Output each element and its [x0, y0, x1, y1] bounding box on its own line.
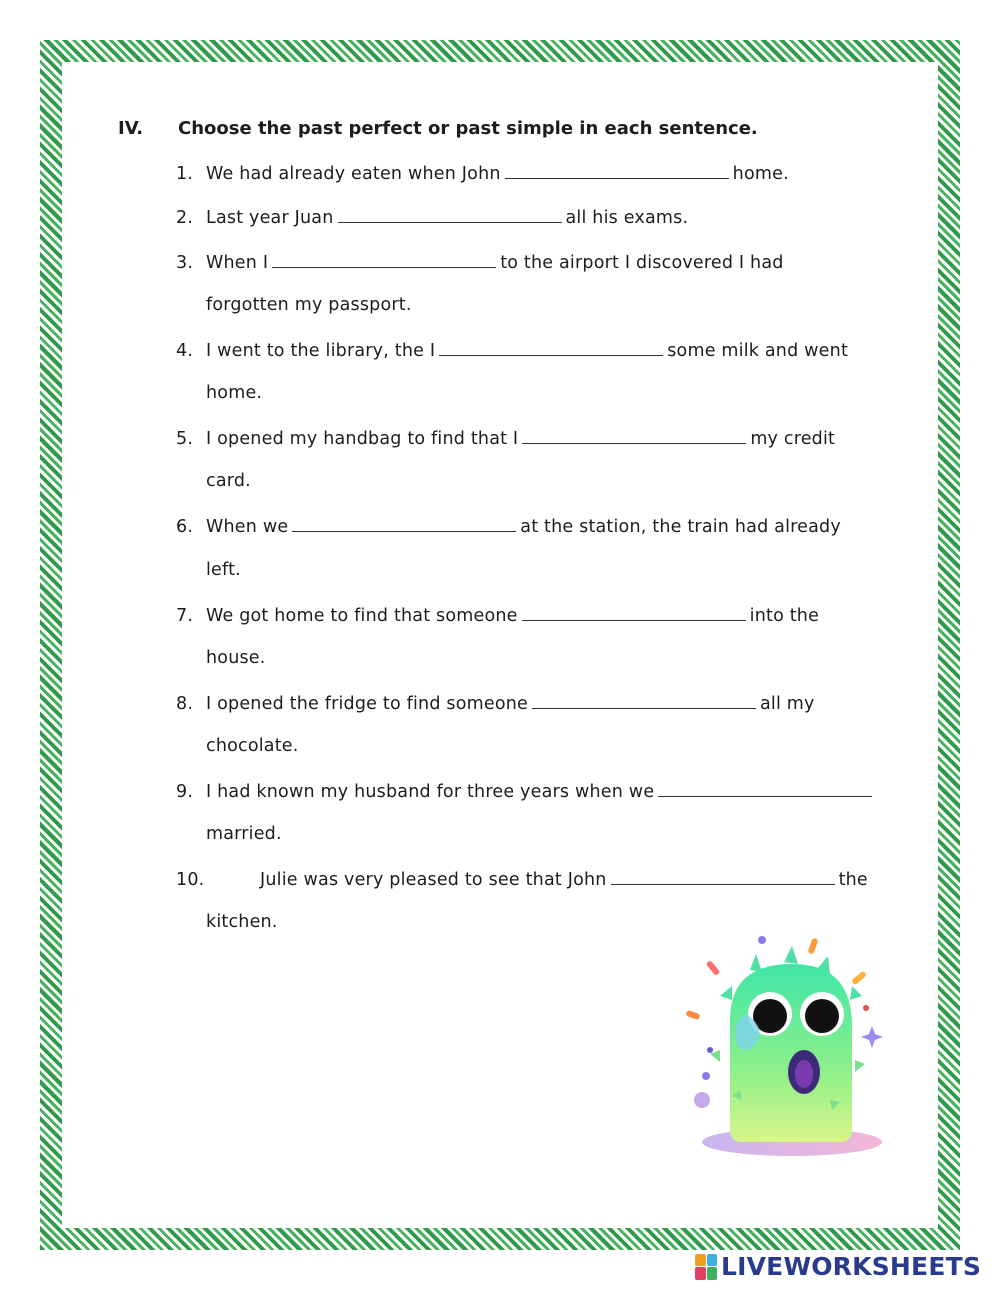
answer-blank-2[interactable]	[338, 206, 562, 223]
item-text-before: When we	[206, 517, 289, 537]
item-number: 7.	[176, 606, 194, 626]
item-text-after: my credit	[750, 429, 836, 449]
item-text-after: some milk and went	[667, 341, 849, 361]
item-6-continuation: left.	[206, 560, 241, 580]
item-number: 2.	[176, 208, 194, 228]
item-3-continuation: forgotten my passport.	[206, 295, 412, 315]
exercise-item-2	[176, 206, 688, 228]
item-text-after: all my	[760, 694, 815, 714]
answer-blank-7[interactable]	[522, 604, 746, 621]
item-text-before: I went to the library, the I	[206, 341, 436, 361]
item-text-before: I opened my handbag to find that I	[206, 429, 519, 449]
item-9-continuation: married.	[206, 824, 282, 844]
item-text-before: Last year Juan	[206, 208, 334, 228]
answer-blank-9[interactable]	[658, 780, 872, 797]
item-text-before: I opened the fridge to find someone	[206, 694, 528, 714]
liveworksheets-logo	[695, 1252, 981, 1281]
answer-blank-6[interactable]	[292, 515, 516, 532]
exercise-item-8	[176, 692, 815, 714]
item-text-after: to the airport I discovered I had	[500, 253, 784, 273]
item-number: 6.	[176, 517, 194, 537]
item-text-after: the	[838, 870, 868, 890]
answer-blank-8[interactable]	[532, 692, 756, 709]
section-number: IV.	[118, 118, 144, 139]
item-text-before: I had known my husband for three years when we	[206, 782, 655, 802]
item-number: 8.	[176, 694, 194, 714]
cactus-monster-illustration	[680, 930, 890, 1170]
exercise-item-6	[176, 515, 841, 537]
exercise-item-3	[176, 251, 784, 273]
item-text-before: Julie was very pleased to see that John	[260, 870, 607, 890]
exercise-item-5	[176, 427, 835, 449]
item-text-after: all his exams.	[565, 208, 689, 228]
item-number: 4.	[176, 341, 194, 361]
item-text-after: home.	[732, 164, 789, 184]
exercise-item-7	[176, 604, 819, 626]
item-text-before: We had already eaten when John	[206, 164, 501, 184]
answer-blank-10[interactable]	[611, 868, 835, 885]
exercise-item-4	[176, 339, 848, 361]
item-8-continuation: chocolate.	[206, 736, 299, 756]
item-text-after: at the station, the train had already	[520, 517, 841, 537]
item-10-continuation: kitchen.	[206, 912, 278, 932]
instruction-text: Choose the past perfect or past simple in each sentence.	[178, 118, 758, 139]
item-4-continuation: home.	[206, 383, 263, 403]
item-number: 9.	[176, 782, 194, 802]
item-number: 5.	[176, 429, 194, 449]
item-text-after: into the	[749, 606, 820, 626]
answer-blank-4[interactable]	[439, 339, 663, 356]
answer-blank-3[interactable]	[272, 251, 496, 268]
item-text-before: When I	[206, 253, 269, 273]
item-number: 10.	[176, 870, 205, 890]
item-text-before: We got home to find that someone	[206, 606, 518, 626]
item-7-continuation: house.	[206, 648, 266, 668]
logo-text: LIVEWORKSHEETS	[721, 1252, 982, 1281]
exercise-heading	[118, 118, 758, 139]
answer-blank-5[interactable]	[522, 427, 746, 444]
item-5-continuation: card.	[206, 471, 251, 491]
exercise-item-1	[176, 162, 789, 184]
item-number: 1.	[176, 164, 194, 184]
answer-blank-1[interactable]	[505, 162, 729, 179]
item-number: 3.	[176, 253, 194, 273]
logo-badge-icon	[695, 1254, 717, 1280]
exercise-item-9	[176, 780, 876, 802]
exercise-item-10	[176, 868, 868, 890]
